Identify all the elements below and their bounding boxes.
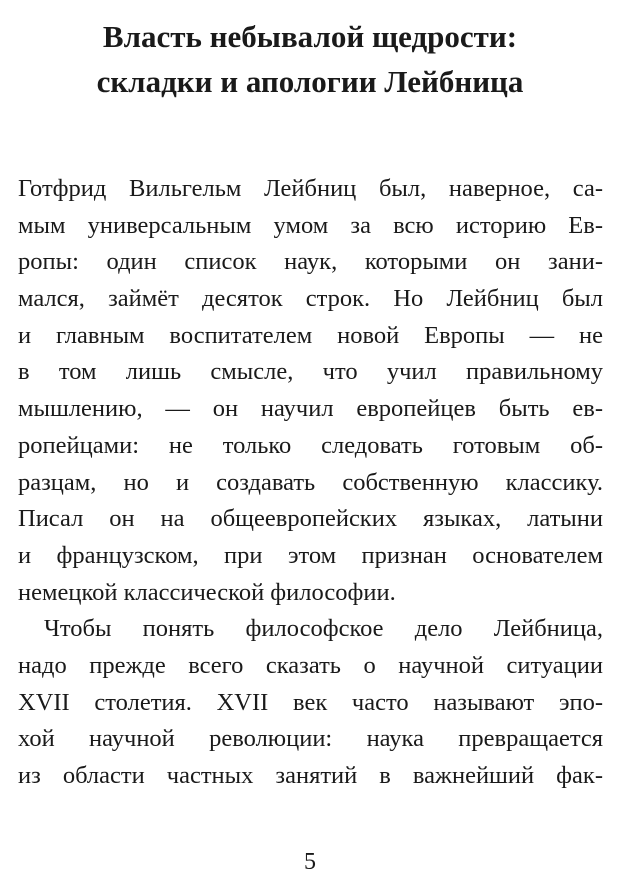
text-line: в том лишь смысле, что учил правильному bbox=[18, 358, 603, 386]
chapter-title-line-1: Власть небывалой щедрости: bbox=[102, 19, 518, 54]
text-line: мышлению, — он научил европейцев быть ев- bbox=[18, 395, 603, 423]
text-line: XVII столетия. XVII век часто называют эпо- bbox=[18, 688, 603, 716]
chapter-title bbox=[40, 14, 580, 104]
text-line: ропейцами: не только следовать готовым об- bbox=[18, 431, 603, 459]
text-line: и французском, при этом признан основателем bbox=[18, 541, 603, 569]
text-line: мым универсальным умом за всю историю Ев- bbox=[18, 211, 603, 239]
text-line: разцам, но и создавать собственную классику. bbox=[18, 468, 603, 496]
body-text bbox=[18, 171, 603, 795]
text-line: мался, займёт десяток строк. Но Лейбниц был bbox=[18, 285, 603, 313]
text-line: Писал он на общеевропейских языках, латыни bbox=[18, 505, 603, 533]
text-line: хой научной революции: наука превращается bbox=[18, 725, 603, 753]
text-line: немецкой классической философии. bbox=[18, 578, 396, 606]
text-line: Готфрид Вильгельм Лейбниц был, наверное, са- bbox=[18, 175, 603, 202]
text-line: надо прежде всего сказать о научной ситуации bbox=[18, 651, 603, 679]
chapter-title-line-2: складки и апологии Лейбница bbox=[96, 64, 524, 99]
text-line: ропы: один список наук, которыми он зани- bbox=[18, 248, 603, 276]
paragraph-2 bbox=[18, 611, 603, 794]
text-line: Чтобы понять философское дело Лейбница, bbox=[44, 615, 603, 643]
text-line: из области частных занятий в важнейший фак- bbox=[18, 762, 603, 789]
text-line: и главным воспитателем новой Европы — не bbox=[18, 321, 603, 349]
page-number: 5 bbox=[304, 849, 316, 875]
paragraph-1 bbox=[18, 171, 603, 611]
